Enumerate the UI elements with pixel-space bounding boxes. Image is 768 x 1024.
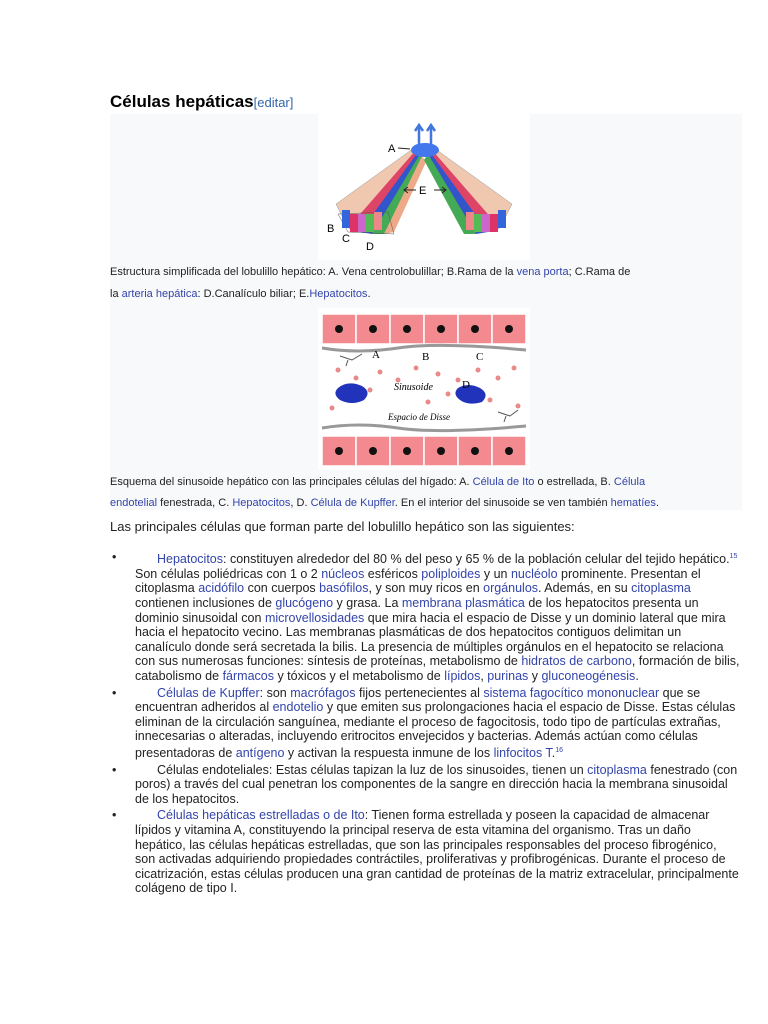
wiki-link[interactable]: vena porta [516, 266, 569, 278]
text-run: Células endoteliales: Estas células tapizan la luz de los sinusoides, tienen un [157, 762, 588, 777]
text-run: , y son muy ricos en [368, 581, 484, 596]
wiki-link[interactable]: nucléolo [510, 566, 558, 581]
figure2-caption-line2 [110, 493, 740, 514]
wiki-link[interactable]: Célula de Ito [472, 476, 535, 488]
text-run: contienen inclusiones de [135, 595, 276, 610]
bullet: • [112, 685, 117, 700]
text-run: fenestrada, C. [157, 497, 233, 509]
hepatocyte-nucleus [505, 447, 513, 455]
wiki-link[interactable]: glucógeno [275, 595, 334, 610]
cell-list [110, 550, 740, 898]
lobule-diagram [318, 114, 530, 260]
text-run: la [110, 288, 122, 300]
text-run: y tóxicos y el metabolismo de [273, 668, 445, 683]
text-run: que mira hacia el espacio de Disse y un dominio lateral que mira hacia el hepatocito vecino. Las membranas plasmáticas de dos hepatocitos contiguos delimitan un canalículo donde será secretada la bilis. La presencia de múltiples orgánulos en el hepatocito se relaciona con sus numerosas funciones: síntesis de proteínas, metabolismo de [135, 610, 726, 669]
wiki-link[interactable]: macrófagos [290, 685, 356, 700]
text-run: de los hepatocitos presenta un dominio sinusoidal con [135, 595, 699, 625]
text-run: que se encuentran adheridos al [135, 685, 701, 715]
figure2-caption [110, 472, 740, 514]
hepatocyte-nucleus [369, 447, 377, 455]
wiki-link[interactable]: Célula de Kupffer [310, 497, 395, 509]
text-run: : son [259, 685, 291, 700]
list-item [110, 763, 740, 807]
wiki-link[interactable]: fármacos [222, 668, 274, 683]
bullet: • [112, 808, 117, 823]
text-run: ; C.Rama de [568, 266, 631, 278]
list-item-text [135, 686, 740, 761]
wiki-link[interactable]: hidratos de carbono [521, 654, 632, 669]
text-run: : D.Canalículo biliar; E. [197, 288, 310, 300]
list-item [110, 550, 740, 684]
hepatocyte-nucleus [403, 325, 411, 333]
text-run: Son células poliédricas con 1 o 2 [135, 566, 322, 581]
text-run: , D. [290, 497, 311, 509]
wiki-link[interactable]: poliploides [421, 566, 481, 581]
section-title: Células hepáticas [110, 92, 254, 111]
figure2-caption-line1 [110, 472, 740, 493]
text-run: y que emiten sus prolongaciones hacia el espacio de Disse. Estas células eliminan de la circulación sanguínea, mediante el proceso de fagocitosis, todo tipo de partículas extrañas, innecesarias o alteradas, incluyendo eritrocitos envejecidos y bacterias. Además actúan como células presentadoras de [135, 700, 736, 761]
wiki-link[interactable]: Hepatocitos [232, 497, 291, 509]
label-b: B [327, 223, 335, 235]
label-a: A [388, 143, 396, 155]
figure1-caption-line2 [110, 284, 740, 305]
figure1-caption-line1 [110, 262, 740, 283]
label-e: E [419, 185, 427, 197]
hepatocyte-nucleus [437, 325, 445, 333]
wiki-link[interactable]: purinas [487, 668, 529, 683]
wiki-link[interactable]: lípidos [444, 668, 481, 683]
wiki-link[interactable]: basófilos [319, 581, 369, 596]
text-run: Esquema del sinusoide hepático con las principales células del hígado: A. [110, 476, 473, 488]
list-item [110, 808, 740, 896]
section-heading [110, 92, 293, 112]
list-item-text [135, 763, 740, 807]
text-run: . Además, en su [538, 581, 632, 596]
wiki-link[interactable]: membrana plasmática [401, 595, 525, 610]
sinusoid-diagram [318, 308, 530, 470]
text-run: , [480, 668, 488, 683]
edit-link[interactable]: [editar] [253, 95, 294, 110]
list-item-text [135, 808, 740, 896]
lobule-diagram-svg [318, 114, 530, 260]
reference-sup[interactable]: 16 [555, 746, 564, 754]
hepatocyte-nucleus [335, 325, 343, 333]
wiki-link[interactable]: arteria hepática [121, 288, 198, 300]
wiki-link[interactable]: núcleos [321, 566, 365, 581]
text-run: y grasa. La [333, 595, 402, 610]
figure1-caption [110, 262, 740, 305]
label-sinusoide: Sinusoide [394, 382, 433, 393]
list-item-text [135, 550, 740, 684]
label-disse: Espacio de Disse [388, 412, 450, 422]
wiki-link[interactable]: microvellosidades [264, 610, 365, 625]
wiki-link[interactable]: antígeno [235, 746, 285, 761]
wiki-link[interactable]: citoplasma [587, 762, 647, 777]
bullet: • [112, 762, 117, 777]
text-run: fenestrado (con poros) a través del cual penetran los componentes de la sangre en dirección hacia la membrana sinusoidal de los hepatocitos. [135, 762, 738, 806]
text-run: . [635, 668, 639, 683]
list-item [110, 686, 740, 761]
text-run: o estrellada, B. [534, 476, 614, 488]
hepatocyte-nucleus [403, 447, 411, 455]
wiki-link[interactable]: Células de Kupffer [157, 685, 260, 700]
wiki-link[interactable]: linfocitos T [493, 746, 552, 761]
wiki-link[interactable]: sistema fagocítico mononuclear [483, 685, 660, 700]
wiki-link[interactable]: Hepatocitos [309, 288, 368, 300]
wiki-link[interactable]: acidófilo [198, 581, 245, 596]
reference-sup[interactable]: 15 [729, 553, 738, 560]
bullet: • [112, 550, 117, 564]
wiki-link[interactable]: orgánulos [483, 581, 539, 596]
hepatocyte-nucleus [471, 325, 479, 333]
text-run: Estructura simplificada del lobulillo hepático: A. Vena centrolobulillar; B.Rama de la [110, 266, 517, 278]
text-run: . [655, 497, 659, 509]
text-run: prominente. Presentan el citoplasma [135, 566, 701, 596]
wiki-link[interactable]: Células hepáticas estrelladas o de Ito [157, 808, 365, 823]
label2-c: C [476, 351, 484, 363]
text-run: y un [480, 566, 511, 581]
text-run: y [528, 668, 542, 683]
hepatocyte-nucleus [335, 447, 343, 455]
wiki-link[interactable]: citoplasma [631, 581, 691, 596]
text-run: y activan la respuesta inmune de los [284, 746, 494, 761]
wiki-link[interactable]: endotelial [110, 497, 158, 509]
text-run: : Tienen forma estrellada y poseen la capacidad de almacenar lípidos y vitamina A, constituyendo la principal reserva de esta vitamina del organismo. Tras un daño hepático, las células hepáticas estrelladas, que son las principales responsables del proceso fibrogénico, son activadas adquiriendo propiedades contráctiles, proliferativas y profibrogénicas. Durante el proceso de cicatrización, estas células producen una gran cantidad de proteínas de la matriz extracelular, principalmente colágeno de tipo I. [135, 808, 739, 896]
text-run: con cuerpos [244, 581, 320, 596]
wiki-link[interactable]: endotelio [272, 700, 324, 715]
label2-a: A [372, 349, 380, 361]
sinusoid-diagram-svg [318, 308, 530, 470]
text-run: fijos pertenecientes al [355, 685, 484, 700]
wiki-link[interactable]: gluconeogénesis [541, 668, 636, 683]
text-run: , formación de bilis, catabolismo de [135, 654, 740, 683]
text-run: esféricos [364, 566, 422, 581]
hepatocyte-nucleus [369, 325, 377, 333]
intro-paragraph: Las principales células que forman parte del lobulillo hepático son las siguientes: [110, 519, 575, 534]
text-run: . [551, 746, 556, 761]
label-d: D [366, 241, 374, 253]
hepatocyte-nucleus [471, 447, 479, 455]
label2-d: D [462, 379, 470, 391]
wiki-link[interactable]: hematíes [610, 497, 656, 509]
text-run: . [367, 288, 371, 300]
text-run: : constituyen alrededor del 80 % del peso y 65 % de la población celular del tejido hepático. [223, 552, 730, 567]
wiki-link[interactable]: Hepatocitos [157, 552, 224, 567]
label-c: C [342, 233, 350, 245]
hepatocyte-nucleus [505, 325, 513, 333]
wiki-link[interactable]: Célula [613, 476, 646, 488]
label2-b: B [422, 351, 430, 363]
hepatocyte-nucleus [437, 447, 445, 455]
text-run: . En el interior del sinusoide se ven también [394, 497, 611, 509]
